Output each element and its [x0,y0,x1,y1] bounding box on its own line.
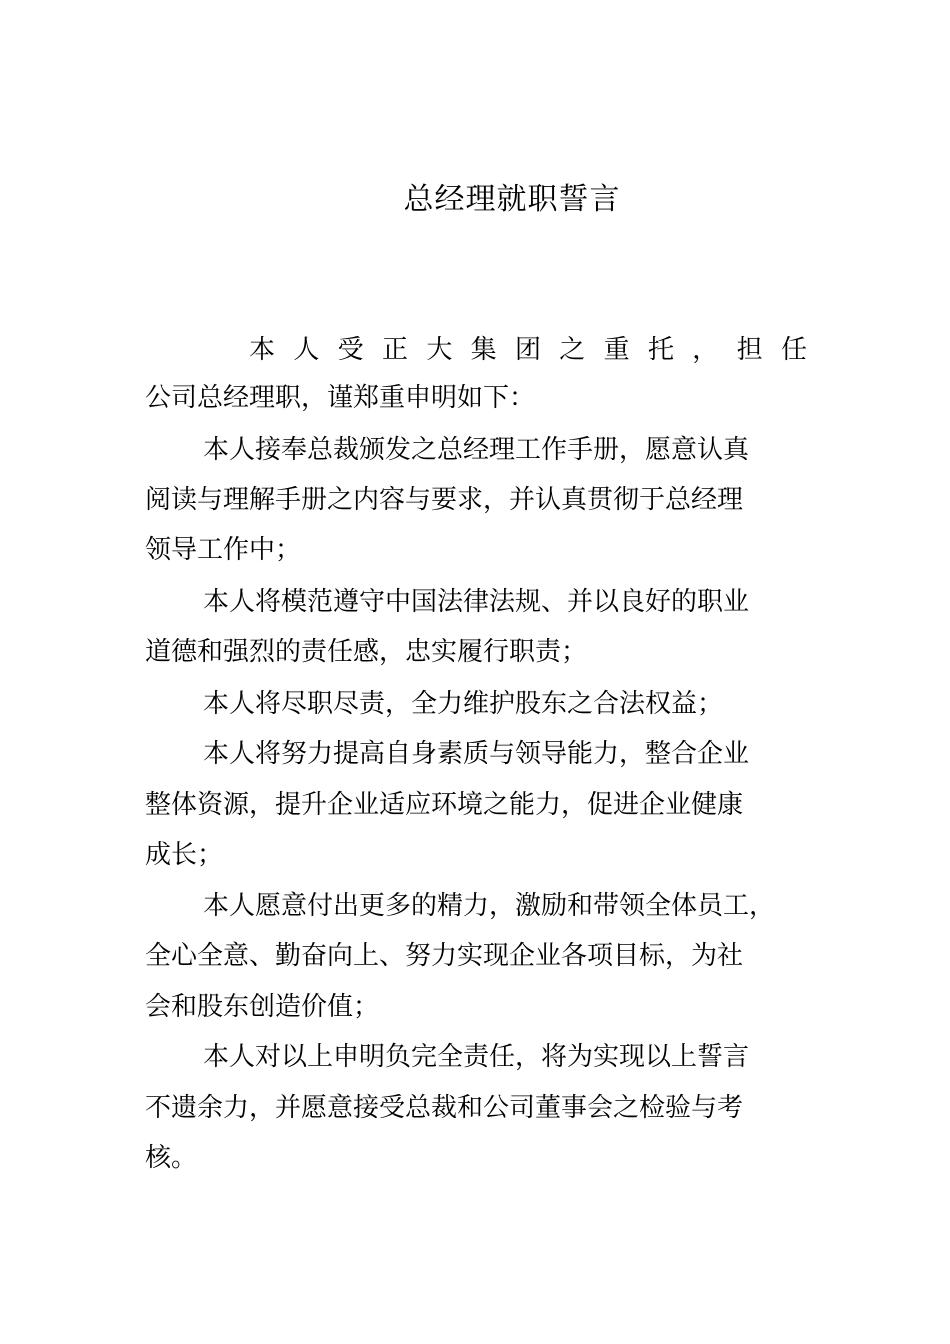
text-line: 成长； [145,840,224,870]
opening-line [249,326,807,374]
text-line: 不遗余力，并愿意接受总裁和公司董事会之检验与考 [145,1093,744,1123]
opening-char: 担 [736,335,763,365]
text-line: 阅读与理解手册之内容与要求，并认真贯彻于总经理 [145,485,744,515]
opening-char: 人 [293,335,320,365]
opening-char: 集 [470,335,497,365]
opening-char: 受 [337,335,364,365]
text-line: 本人将努力提高自身素质与领导能力，整合企业 [203,739,750,769]
text-line: 公司总经理职，谨郑重申明如下： [145,383,536,413]
text-line: 本人将尽职尽责，全力维护股东之合法权益； [203,689,724,719]
document-title: 总经理就职誓言 [403,182,621,217]
opening-char: 团 [514,335,541,365]
text-line: 道德和强烈的责任感，忠实履行职责； [145,637,588,667]
opening-char: 大 [426,335,453,365]
opening-char: 托 [647,335,674,365]
opening-char: 本 [249,335,276,365]
opening-char: 重 [603,335,630,365]
text-line: 核。 [145,1143,198,1173]
opening-char: 之 [559,335,586,365]
opening-char: ， [692,335,719,365]
text-line: 整体资源，提升企业适应环境之能力，促进企业健康 [145,790,744,820]
text-line: 本人将模范遵守中国法律法规、并以良好的职业 [203,587,750,617]
text-line: 全心全意、勤奋向上、努力实现企业各项目标，为社 [145,941,744,971]
text-line: 领导工作中； [145,535,302,565]
text-line: 本人愿意付出更多的精力，激励和带领全体员工， [203,891,776,921]
text-line: 会和股东创造价值； [145,992,380,1022]
opening-char: 任 [780,335,807,365]
text-line: 本人对以上申明负完全责任，将为实现以上誓言 [203,1042,750,1072]
opening-char: 正 [381,335,408,365]
text-line: 本人接奉总裁颁发之总经理工作手册，愿意认真 [203,435,750,465]
